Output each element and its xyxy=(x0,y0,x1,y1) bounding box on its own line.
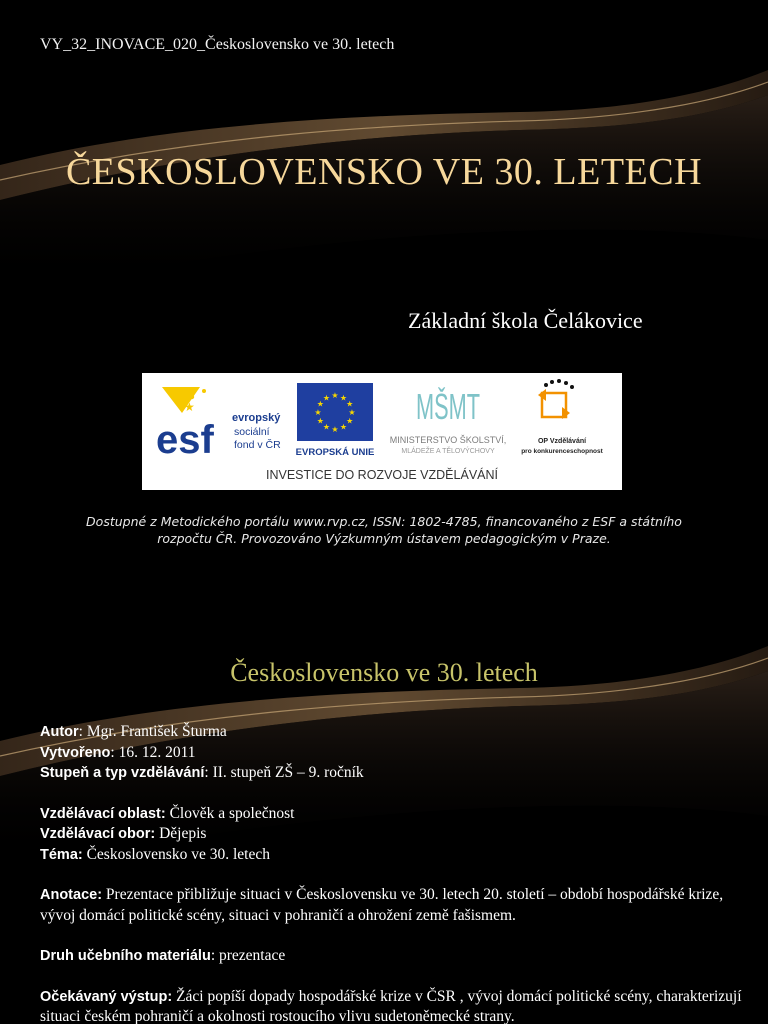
outcome-row: Očekávaný výstup: Žáci popíší dopady hospodářské krize v ČSR , vývoj domácí politické scény, charakterizují situaci českém pohraničí a okolnosti rostoucího vlivu sudetoněmecké strany. xyxy=(40,987,742,1024)
school-name: Základní škola Čelákovice xyxy=(408,308,643,333)
slogan: INVESTICE DO ROZVOJE VZDĚLÁVÁNÍ xyxy=(266,468,498,482)
metadata-block xyxy=(40,722,750,1024)
svg-text:evropský: evropský xyxy=(232,412,281,424)
svg-text:MŠMT: MŠMT xyxy=(416,386,481,427)
info-slide xyxy=(0,576,768,1024)
eu-star-icon: ★ xyxy=(339,422,348,432)
svg-text:MINISTERSTVO ŠKOLSTVÍ,: MINISTERSTVO ŠKOLSTVÍ, xyxy=(389,435,507,445)
svg-text:MLÁDEŽE A TĚLOVÝCHOVY: MLÁDEŽE A TĚLOVÝCHOVY xyxy=(401,448,495,455)
source-note xyxy=(60,513,708,547)
svg-text:★: ★ xyxy=(184,400,195,414)
eu-star-icon: ★ xyxy=(316,399,324,409)
op-vzdelavani-logo xyxy=(521,379,603,455)
eu-star-icon: ★ xyxy=(346,399,354,409)
svg-text:fond v ČR: fond v ČR xyxy=(234,439,281,451)
material-row: Druh učebního materiálu: prezentace xyxy=(40,947,286,964)
page-title: ČESKOSLOVENSKO VE 30. LETECH xyxy=(65,151,703,193)
eu-star-icon: ★ xyxy=(322,393,331,403)
svg-text:sociální: sociální xyxy=(234,426,270,438)
svg-text:pro konkurenceschopnost: pro konkurenceschopnost xyxy=(521,448,603,455)
svg-text:EVROPSKÁ UNIE: EVROPSKÁ UNIE xyxy=(295,447,375,458)
svg-text:OP Vzdělávání: OP Vzdělávání xyxy=(537,438,587,445)
level-row: Stupeň a typ vzdělávání: II. stupeň ZŠ – 9. ročník xyxy=(40,764,364,781)
esf-logo xyxy=(156,383,281,462)
eu-star-icon: ★ xyxy=(339,393,348,403)
topic-row: Téma: Československo ve 30. letech xyxy=(40,845,270,863)
eu-flag-logo xyxy=(296,383,375,458)
created-row: Vytvořeno: 16. 12. 2011 xyxy=(40,743,196,761)
subject-row: Vzdělávací obor: Dějepis xyxy=(40,825,207,842)
annotation-row: Anotace: Prezentace přibližuje situaci v Československu ve 30. letech 20. století – období hospodářské krize, vývoj domácí politické scény, situaci v pohraničí a ohrožení země fašismem. xyxy=(40,886,724,924)
document-code: VY_32_INOVACE_020_Československo ve 30. letech xyxy=(40,36,395,53)
author-row: Autor: Mgr. František Šturma xyxy=(40,723,227,740)
eu-star-icon: ★ xyxy=(314,408,322,417)
msmt-logo xyxy=(390,386,507,455)
eu-star-icon: ★ xyxy=(331,391,339,400)
eu-star-icon: ★ xyxy=(331,425,339,434)
source-note-line-2: rozpočtu ČR. Provozováno Výzkumným ústavem pedagogickým v Praze. xyxy=(157,531,611,546)
eu-star-icon: ★ xyxy=(346,416,354,426)
eu-star-icon: ★ xyxy=(348,408,356,417)
funding-logo-bar xyxy=(142,373,622,490)
source-note-line-1: Dostupné z Metodického portálu www.rvp.cz, ISSN: 1802-4785, financovaného z ESF a státního xyxy=(86,514,682,529)
esf-word: esf xyxy=(156,418,214,462)
slide-title: Československo ve 30. letech xyxy=(230,658,538,687)
eu-star-icon: ★ xyxy=(316,416,324,426)
area-row: Vzdělávací oblast: Člověk a společnost xyxy=(40,804,295,822)
eu-star-icon: ★ xyxy=(322,422,331,432)
